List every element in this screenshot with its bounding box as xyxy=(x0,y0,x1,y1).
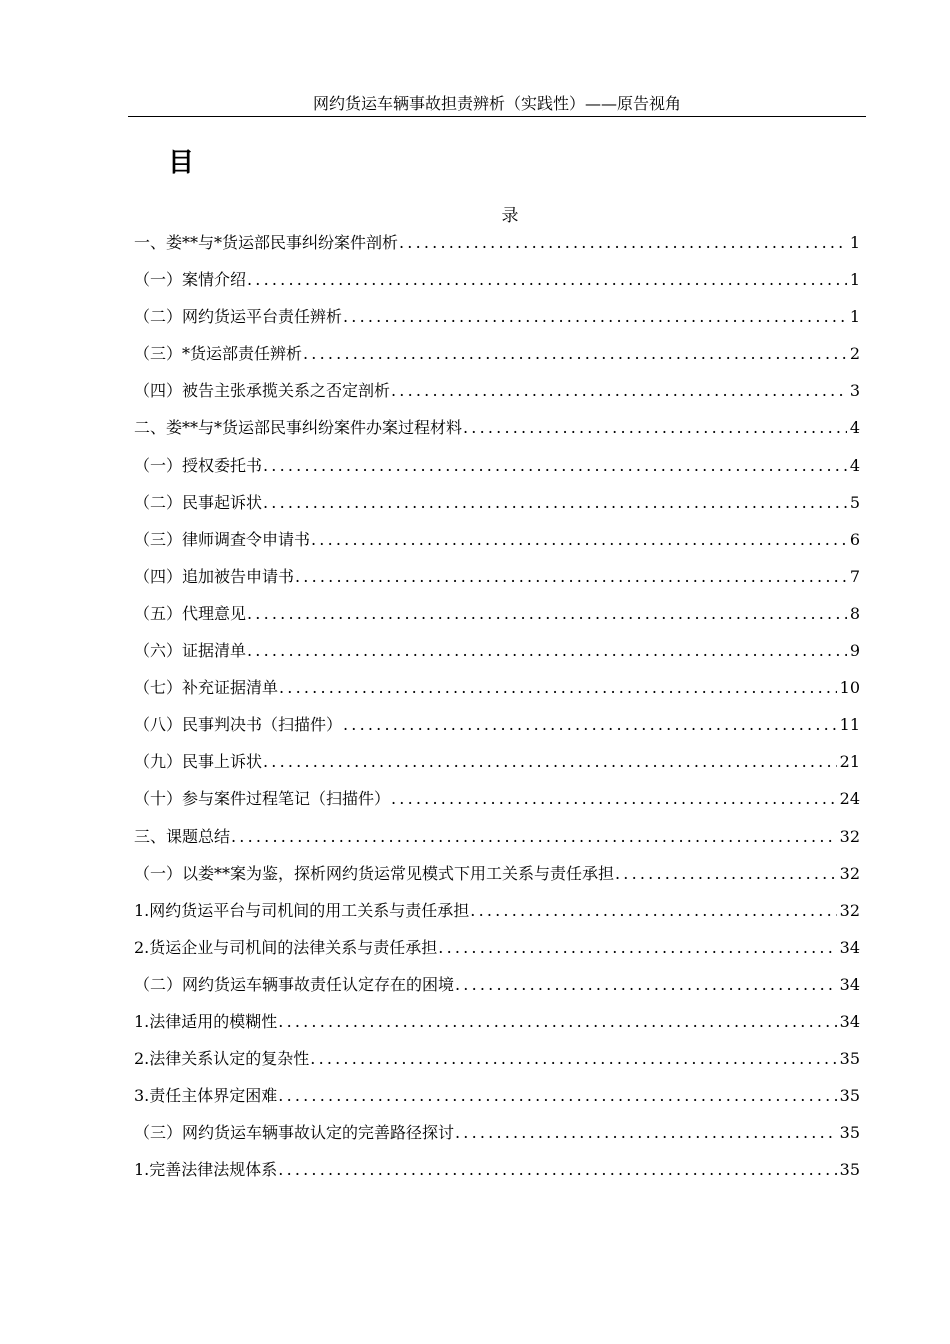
dot-leader xyxy=(247,265,847,295)
dot-leader xyxy=(391,376,847,406)
toc-entry-text: （一）以娄**案为鉴，探析网约货运常见模式下用工关系与责任承担 xyxy=(134,863,615,883)
toc-entry-page: 4 xyxy=(849,455,860,475)
toc-entry[interactable] xyxy=(134,525,860,562)
toc-entry-text: （四）追加被告申请书 xyxy=(134,566,295,586)
toc-entry[interactable] xyxy=(134,228,860,265)
toc-entry[interactable] xyxy=(134,784,860,821)
toc-entry[interactable] xyxy=(134,451,860,488)
dot-leader xyxy=(247,599,847,629)
dot-leader xyxy=(263,488,847,518)
toc-entry[interactable] xyxy=(134,488,860,525)
toc-entry-text: （五）代理意见 xyxy=(134,603,247,623)
dot-leader xyxy=(463,413,847,443)
table-of-contents xyxy=(134,228,860,1192)
toc-entry-page: 1 xyxy=(849,270,860,290)
toc-entry[interactable] xyxy=(134,933,860,970)
toc-entry-text: 一、娄**与*货运部民事纠纷案件剖析 xyxy=(134,233,399,252)
toc-entry-page: 32 xyxy=(839,863,860,883)
toc-entry[interactable] xyxy=(134,710,860,747)
dot-leader xyxy=(231,822,837,852)
toc-entry[interactable] xyxy=(134,599,860,636)
toc-entry-page: 24 xyxy=(839,789,860,809)
dot-leader xyxy=(278,1007,836,1037)
page-header xyxy=(128,92,866,117)
toc-entry-page: 7 xyxy=(849,566,860,586)
toc-entry-page: 3 xyxy=(849,381,860,401)
dot-leader xyxy=(279,673,837,703)
toc-entry-text: （十）参与案件过程笔记（扫描件） xyxy=(134,789,391,809)
dot-leader xyxy=(391,784,837,814)
toc-entry-page: 32 xyxy=(839,826,860,846)
toc-entry[interactable] xyxy=(134,302,860,339)
toc-entry[interactable] xyxy=(134,1081,860,1118)
toc-entry-text: 2.法律关系认定的复杂性 xyxy=(134,1049,310,1069)
toc-entry-page: 34 xyxy=(839,974,860,994)
toc-entry-text: 2.货运企业与司机间的法律关系与责任承担 xyxy=(134,937,438,957)
toc-entry[interactable] xyxy=(134,562,860,599)
toc-entry-page: 1 xyxy=(849,307,860,327)
toc-entry-text: （六）证据清单 xyxy=(134,641,247,661)
toc-entry-text: （七）补充证据清单 xyxy=(134,678,279,698)
toc-entry[interactable] xyxy=(134,265,860,302)
toc-entry-page: 35 xyxy=(839,1086,860,1106)
header-title: 网约货运车辆事故担责辨析（实践性）——原告视角 xyxy=(312,94,681,113)
dot-leader xyxy=(278,1081,836,1111)
toc-entry-text: 三、课题总结 xyxy=(134,826,231,846)
toc-entry-page: 8 xyxy=(849,603,860,623)
toc-entry-text: （一）案情介绍 xyxy=(134,270,247,290)
toc-entry-page: 21 xyxy=(839,752,860,772)
toc-entry[interactable] xyxy=(134,747,860,784)
toc-entry-text: （三）网约货运车辆事故认定的完善路径探讨 xyxy=(134,1123,455,1143)
toc-entry-text: （九）民事上诉状 xyxy=(134,752,263,772)
toc-entry-text: （三）*货运部责任辨析 xyxy=(134,344,303,364)
toc-entry[interactable] xyxy=(134,673,860,710)
toc-entry-text: （三）律师调查令申请书 xyxy=(134,529,311,549)
dot-leader xyxy=(343,710,837,740)
toc-entry-page: 34 xyxy=(839,1011,860,1031)
toc-entry[interactable] xyxy=(134,1155,860,1192)
toc-entry[interactable] xyxy=(134,339,860,376)
dot-leader xyxy=(438,933,836,963)
toc-entry[interactable] xyxy=(134,636,860,673)
toc-entry-page: 6 xyxy=(849,529,860,549)
dot-leader xyxy=(455,1118,837,1148)
toc-entry-page: 9 xyxy=(849,641,860,661)
toc-title-part2: 录 xyxy=(501,206,519,226)
dot-leader xyxy=(263,747,837,777)
toc-entry-page: 34 xyxy=(839,937,860,957)
dot-leader xyxy=(455,970,837,1000)
toc-title-part1: 目 xyxy=(168,148,195,178)
toc-entry[interactable] xyxy=(134,970,860,1007)
toc-entry-page: 1 xyxy=(849,233,860,252)
toc-entry-text: （二）民事起诉状 xyxy=(134,492,263,512)
toc-entry-text: 1.网约货运平台与司机间的用工关系与责任承担 xyxy=(134,900,470,920)
toc-entry-text: （四）被告主张承揽关系之否定剖析 xyxy=(134,381,391,401)
dot-leader xyxy=(295,562,847,592)
toc-entry-page: 35 xyxy=(839,1123,860,1143)
toc-entry[interactable] xyxy=(134,1118,860,1155)
dot-leader xyxy=(263,451,847,481)
toc-entry-text: 3.责任主体界定困难 xyxy=(134,1086,278,1106)
toc-entry-page: 32 xyxy=(839,900,860,920)
toc-entry-page: 4 xyxy=(849,418,860,438)
toc-entry-page: 35 xyxy=(839,1049,860,1069)
toc-entry[interactable] xyxy=(134,859,860,896)
toc-entry[interactable] xyxy=(134,413,860,450)
toc-entry-page: 11 xyxy=(839,715,860,735)
toc-entry-page: 35 xyxy=(839,1160,860,1180)
dot-leader xyxy=(343,302,847,332)
dot-leader xyxy=(278,1155,836,1185)
dot-leader xyxy=(399,228,847,258)
dot-leader xyxy=(310,1044,836,1074)
toc-entry-text: （一）授权委托书 xyxy=(134,455,263,475)
toc-entry[interactable] xyxy=(134,1044,860,1081)
dot-leader xyxy=(470,896,836,926)
dot-leader xyxy=(303,339,847,369)
toc-entry-text: 1.法律适用的模糊性 xyxy=(134,1011,278,1031)
toc-entry-text: 1.完善法律法规体系 xyxy=(134,1160,278,1180)
toc-entry-text: （八）民事判决书（扫描件） xyxy=(134,715,343,735)
toc-entry-text: （二）网约货运平台责任辨析 xyxy=(134,307,343,327)
dot-leader xyxy=(247,636,847,666)
toc-entry[interactable] xyxy=(134,376,860,413)
dot-leader xyxy=(311,525,847,555)
toc-entry-text: 二、娄**与*货运部民事纠纷案件办案过程材料 xyxy=(134,418,463,438)
toc-entry-page: 10 xyxy=(839,678,860,698)
toc-entry[interactable] xyxy=(134,896,860,933)
toc-entry-page: 2 xyxy=(849,344,860,364)
toc-entry[interactable] xyxy=(134,1007,860,1044)
toc-entry-page: 5 xyxy=(849,492,860,512)
toc-entry-text: （二）网约货运车辆事故责任认定存在的困境 xyxy=(134,974,455,994)
toc-entry[interactable] xyxy=(134,822,860,859)
dot-leader xyxy=(615,859,837,889)
